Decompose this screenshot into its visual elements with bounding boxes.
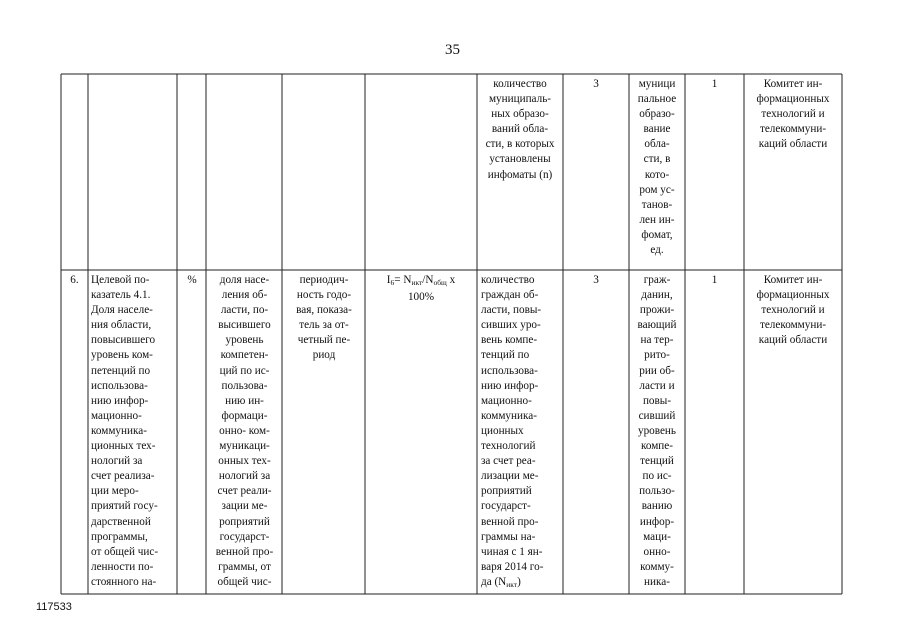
formula-line-1: [367, 273, 475, 290]
row2-number: 6.: [70, 274, 79, 286]
row2-indicator-description-last-line: [481, 575, 561, 592]
formula-lhs: I: [386, 274, 391, 286]
row2-unit: %: [187, 274, 197, 286]
last-line-text: да (N: [481, 575, 507, 588]
document-code: 117533: [36, 601, 72, 613]
row2-unit-description: граж- данин, прожи- вающий на тер- рито- рии об- ласти и повы- сивший уровень компе- тенций по ис- пользо- ванию инфор- маци- онно- комму- ника-: [637, 274, 677, 588]
row1-source-code: 3: [593, 78, 599, 90]
row2-periodicity: периодич- ность годо- вая, показа- тель за от- четный пе- риод: [296, 274, 352, 362]
formula-multiplier: x: [446, 274, 456, 286]
row1-method-code: 1: [711, 78, 718, 90]
last-line-tail: ): [517, 575, 521, 588]
row2-method-code: 1: [711, 274, 718, 286]
formula-lhs-subscript: 6: [390, 278, 395, 287]
row2-source-code: 3: [593, 274, 599, 286]
row2-responsible: Комитет ин- формационных технологий и телекоммуни- каций области: [756, 274, 830, 347]
row2-indicator-description-text: количество граждан об- ласти, повы- сивших уро- вень компе- тенций по использова- нию инфор- мационно- коммуника- ционных технологий за счет реа- лизации ме- роприятий государст- венной про- граммы на- чиная с 1 ян- варя 2014 го-: [481, 274, 544, 573]
row1-unit-description: муници пальное образо- вание обла- сти, в кото- ром ус- танов- лен ин- фомат, ед.: [637, 78, 677, 257]
row2-definition: доля насе- ления об- ласти, по- высившего уровень компетен- ций по ис- пользова- нию ин- формаци- онно- ком- муникаци- онных тех- нологий за счет реали- зации ме- роприятий государст- венной про- граммы, от общей чис-: [215, 274, 274, 588]
formula-divisor: /N: [422, 274, 434, 286]
last-line-subscript: икт: [506, 579, 518, 589]
formula-line-2: 100%: [407, 291, 435, 304]
page-number: 35: [445, 42, 460, 58]
row2-indicator-description: [481, 273, 561, 593]
row2-indicator-name: Целевой по- казатель 4.1. Доля населе- ния области, повысившего уровень ком- петенций по использова- нию инфор- мационно- коммуника- ционных тех- нологий за счет реализа- ции меро- приятий госу- дарственной программы, от общей чис- ленности по- стоянного на-: [91, 274, 159, 588]
row2-formula: [367, 273, 475, 305]
formula-numerator-subscript: икт: [411, 278, 423, 287]
row1-indicator-description: количество муниципаль- ных образо- ваний обла- сти, в которых установлены инфоматы (n): [485, 78, 555, 181]
formula-denominator-subscript: общ: [433, 278, 447, 287]
row1-responsible: Комитет ин- формационных технологий и телекоммуни- каций области: [756, 78, 830, 151]
formula-equals: = N: [394, 274, 412, 286]
